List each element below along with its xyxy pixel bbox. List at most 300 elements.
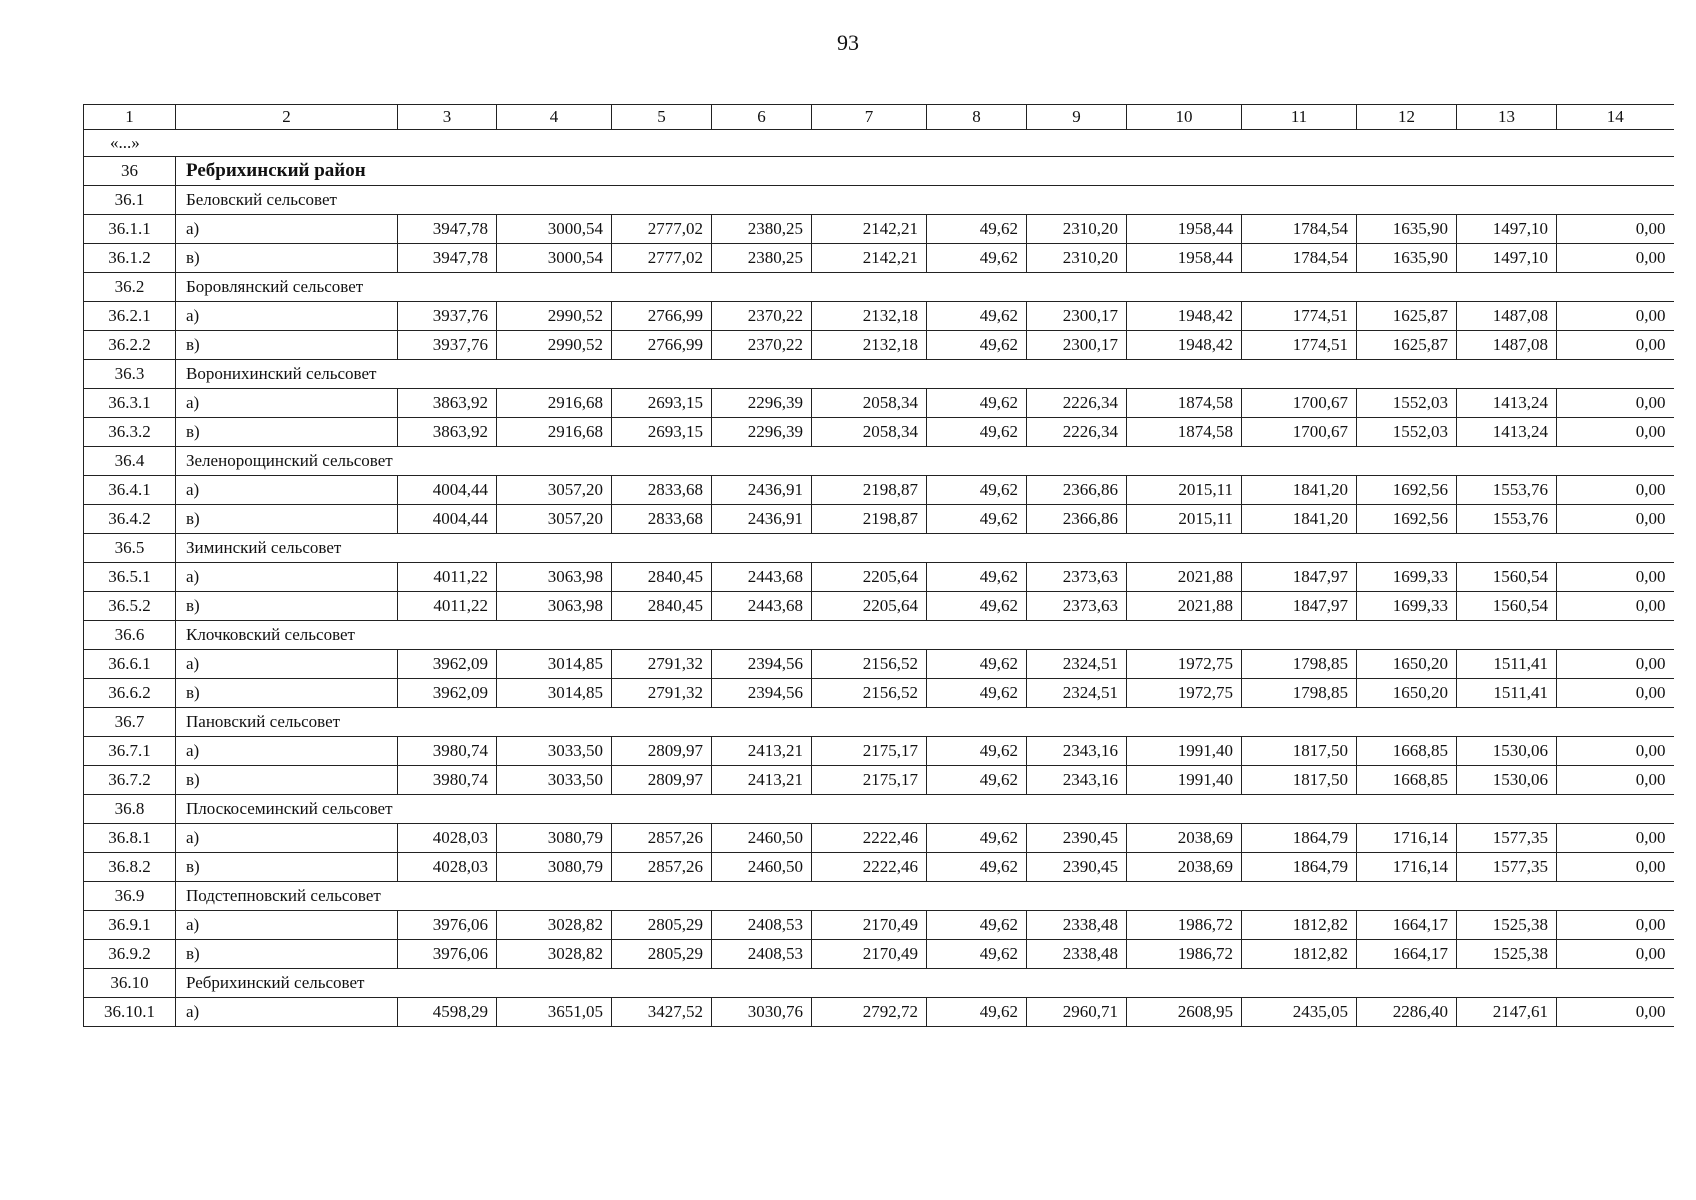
row-label: в): [176, 331, 398, 360]
table-row: [84, 563, 1674, 592]
section-code: 36.6: [84, 621, 176, 650]
table-row: [84, 505, 1674, 534]
value-cell: 3028,82: [497, 940, 612, 969]
section-code: 36.10: [84, 969, 176, 998]
value-cell: 49,62: [927, 476, 1027, 505]
value-cell: 2142,21: [812, 215, 927, 244]
value-cell: 0,00: [1557, 998, 1674, 1027]
value-cell: 2394,56: [712, 650, 812, 679]
value-cell: 2373,63: [1027, 592, 1127, 621]
value-cell: 1948,42: [1127, 302, 1242, 331]
row-code: 36.2.1: [84, 302, 176, 331]
row-label: а): [176, 737, 398, 766]
section-row: [84, 273, 1674, 302]
value-cell: 2286,40: [1357, 998, 1457, 1027]
column-header: 10: [1127, 105, 1242, 130]
value-cell: 1552,03: [1357, 389, 1457, 418]
district-name: Ребрихинский район: [176, 157, 1674, 186]
value-cell: 49,62: [927, 766, 1027, 795]
value-cell: 1692,56: [1357, 505, 1457, 534]
row-label: а): [176, 998, 398, 1027]
value-cell: 2370,22: [712, 331, 812, 360]
row-label: в): [176, 853, 398, 882]
value-cell: 2693,15: [612, 389, 712, 418]
value-cell: 1812,82: [1242, 911, 1357, 940]
value-cell: 2443,68: [712, 592, 812, 621]
value-cell: 2460,50: [712, 853, 812, 882]
column-header: 7: [812, 105, 927, 130]
value-cell: 2443,68: [712, 563, 812, 592]
value-cell: 1668,85: [1357, 766, 1457, 795]
value-cell: 0,00: [1557, 737, 1674, 766]
value-cell: 1511,41: [1457, 650, 1557, 679]
value-cell: 2960,71: [1027, 998, 1127, 1027]
value-cell: 49,62: [927, 331, 1027, 360]
section-code: 36.5: [84, 534, 176, 563]
value-cell: 49,62: [927, 389, 1027, 418]
value-cell: 2142,21: [812, 244, 927, 273]
value-cell: 2156,52: [812, 650, 927, 679]
value-cell: 1700,67: [1242, 389, 1357, 418]
section-code: 36.1: [84, 186, 176, 215]
value-cell: 3937,76: [398, 331, 497, 360]
table-row: [84, 476, 1674, 505]
value-cell: 2038,69: [1127, 853, 1242, 882]
value-cell: 1817,50: [1242, 766, 1357, 795]
section-code: 36.3: [84, 360, 176, 389]
section-code: 36.8: [84, 795, 176, 824]
value-cell: 1864,79: [1242, 824, 1357, 853]
value-cell: 2300,17: [1027, 331, 1127, 360]
value-cell: 3980,74: [398, 766, 497, 795]
value-cell: 2198,87: [812, 505, 927, 534]
value-cell: 1530,06: [1457, 766, 1557, 795]
row-code: 36.7.1: [84, 737, 176, 766]
row-code: 36.10.1: [84, 998, 176, 1027]
section-name: Пановский сельсовет: [176, 708, 1674, 737]
table-row: [84, 766, 1674, 795]
section-row: [84, 360, 1674, 389]
value-cell: 3063,98: [497, 563, 612, 592]
value-cell: 1874,58: [1127, 389, 1242, 418]
value-cell: 1991,40: [1127, 737, 1242, 766]
value-cell: 1700,67: [1242, 418, 1357, 447]
row-label: в): [176, 766, 398, 795]
value-cell: 2147,61: [1457, 998, 1557, 1027]
value-cell: 1413,24: [1457, 418, 1557, 447]
value-cell: 1413,24: [1457, 389, 1557, 418]
value-cell: 2170,49: [812, 911, 927, 940]
value-cell: 2916,68: [497, 389, 612, 418]
value-cell: 1487,08: [1457, 331, 1557, 360]
value-cell: 1774,51: [1242, 302, 1357, 331]
value-cell: 2990,52: [497, 331, 612, 360]
value-cell: 1664,17: [1357, 940, 1457, 969]
row-code: 36.4.2: [84, 505, 176, 534]
value-cell: 1986,72: [1127, 911, 1242, 940]
section-code: 36.9: [84, 882, 176, 911]
value-cell: 1841,20: [1242, 505, 1357, 534]
table-row: [84, 911, 1674, 940]
value-cell: 2990,52: [497, 302, 612, 331]
value-cell: 2413,21: [712, 737, 812, 766]
value-cell: 2608,95: [1127, 998, 1242, 1027]
value-cell: 2156,52: [812, 679, 927, 708]
value-cell: 1972,75: [1127, 679, 1242, 708]
value-cell: 2436,91: [712, 505, 812, 534]
value-cell: 0,00: [1557, 244, 1674, 273]
value-cell: 4011,22: [398, 592, 497, 621]
value-cell: 1525,38: [1457, 940, 1557, 969]
value-cell: 2205,64: [812, 563, 927, 592]
value-cell: 0,00: [1557, 911, 1674, 940]
value-cell: 3000,54: [497, 244, 612, 273]
value-cell: 49,62: [927, 650, 1027, 679]
value-cell: 49,62: [927, 215, 1027, 244]
table-row: [84, 824, 1674, 853]
value-cell: 4598,29: [398, 998, 497, 1027]
value-cell: 0,00: [1557, 215, 1674, 244]
value-cell: 1864,79: [1242, 853, 1357, 882]
value-cell: 1692,56: [1357, 476, 1457, 505]
value-cell: 1958,44: [1127, 244, 1242, 273]
ellipsis-marker: «...»: [84, 130, 1674, 157]
value-cell: 2777,02: [612, 215, 712, 244]
value-cell: 3057,20: [497, 476, 612, 505]
value-cell: 2343,16: [1027, 766, 1127, 795]
row-label: а): [176, 389, 398, 418]
row-code: 36.9.2: [84, 940, 176, 969]
value-cell: 1817,50: [1242, 737, 1357, 766]
value-cell: 2805,29: [612, 911, 712, 940]
value-cell: 2380,25: [712, 244, 812, 273]
value-cell: 0,00: [1557, 563, 1674, 592]
value-cell: 1841,20: [1242, 476, 1357, 505]
value-cell: 1991,40: [1127, 766, 1242, 795]
value-cell: 2766,99: [612, 331, 712, 360]
value-cell: 1650,20: [1357, 650, 1457, 679]
value-cell: 1958,44: [1127, 215, 1242, 244]
value-cell: 1530,06: [1457, 737, 1557, 766]
value-cell: 2791,32: [612, 679, 712, 708]
column-header: 8: [927, 105, 1027, 130]
value-cell: 2324,51: [1027, 650, 1127, 679]
value-cell: 1552,03: [1357, 418, 1457, 447]
value-cell: 1553,76: [1457, 476, 1557, 505]
value-cell: 2916,68: [497, 418, 612, 447]
tariff-table: [83, 104, 1674, 1027]
section-name: Воронихинский сельсовет: [176, 360, 1674, 389]
value-cell: 2413,21: [712, 766, 812, 795]
value-cell: 0,00: [1557, 505, 1674, 534]
value-cell: 49,62: [927, 998, 1027, 1027]
value-cell: 2380,25: [712, 215, 812, 244]
value-cell: 0,00: [1557, 940, 1674, 969]
value-cell: 2175,17: [812, 766, 927, 795]
value-cell: 2343,16: [1027, 737, 1127, 766]
value-cell: 49,62: [927, 244, 1027, 273]
value-cell: 1784,54: [1242, 244, 1357, 273]
value-cell: 3030,76: [712, 998, 812, 1027]
value-cell: 2205,64: [812, 592, 927, 621]
value-cell: 1798,85: [1242, 679, 1357, 708]
value-cell: 2296,39: [712, 389, 812, 418]
section-name: Ребрихинский сельсовет: [176, 969, 1674, 998]
value-cell: 3863,92: [398, 418, 497, 447]
column-header: 3: [398, 105, 497, 130]
value-cell: 1625,87: [1357, 302, 1457, 331]
row-label: в): [176, 244, 398, 273]
section-name: Зиминский сельсовет: [176, 534, 1674, 563]
value-cell: 1699,33: [1357, 592, 1457, 621]
page-number: 93: [837, 30, 859, 55]
value-cell: 2058,34: [812, 418, 927, 447]
row-label: а): [176, 824, 398, 853]
value-cell: 3962,09: [398, 679, 497, 708]
value-cell: 1716,14: [1357, 824, 1457, 853]
value-cell: 3947,78: [398, 244, 497, 273]
section-name: Плоскосеминский сельсовет: [176, 795, 1674, 824]
value-cell: 3033,50: [497, 766, 612, 795]
row-code: 36.4.1: [84, 476, 176, 505]
value-cell: 2370,22: [712, 302, 812, 331]
value-cell: 2833,68: [612, 476, 712, 505]
column-header: 14: [1557, 105, 1674, 130]
row-label: в): [176, 505, 398, 534]
value-cell: 1497,10: [1457, 215, 1557, 244]
table-row: [84, 418, 1674, 447]
value-cell: 2792,72: [812, 998, 927, 1027]
value-cell: 1560,54: [1457, 563, 1557, 592]
column-header: 1: [84, 105, 176, 130]
value-cell: 3976,06: [398, 911, 497, 940]
value-cell: 2338,48: [1027, 911, 1127, 940]
value-cell: 3080,79: [497, 853, 612, 882]
value-cell: 3980,74: [398, 737, 497, 766]
value-cell: 49,62: [927, 853, 1027, 882]
value-cell: 49,62: [927, 911, 1027, 940]
value-cell: 2310,20: [1027, 244, 1127, 273]
value-cell: 3962,09: [398, 650, 497, 679]
value-cell: 1847,97: [1242, 592, 1357, 621]
district-row: [84, 157, 1674, 186]
value-cell: 2809,97: [612, 766, 712, 795]
value-cell: 0,00: [1557, 679, 1674, 708]
value-cell: 49,62: [927, 505, 1027, 534]
value-cell: 1635,90: [1357, 244, 1457, 273]
column-header: 12: [1357, 105, 1457, 130]
value-cell: 3937,76: [398, 302, 497, 331]
value-cell: 1635,90: [1357, 215, 1457, 244]
value-cell: 2338,48: [1027, 940, 1127, 969]
row-label: в): [176, 418, 398, 447]
value-cell: 2766,99: [612, 302, 712, 331]
value-cell: 1784,54: [1242, 215, 1357, 244]
column-header: 4: [497, 105, 612, 130]
section-row: [84, 186, 1674, 215]
value-cell: 2296,39: [712, 418, 812, 447]
value-cell: 2310,20: [1027, 215, 1127, 244]
section-row: [84, 534, 1674, 563]
section-name: Клочковский сельсовет: [176, 621, 1674, 650]
row-label: а): [176, 215, 398, 244]
value-cell: 2390,45: [1027, 853, 1127, 882]
value-cell: 3651,05: [497, 998, 612, 1027]
value-cell: 1986,72: [1127, 940, 1242, 969]
value-cell: 3947,78: [398, 215, 497, 244]
value-cell: 2840,45: [612, 563, 712, 592]
row-code: 36.1.1: [84, 215, 176, 244]
value-cell: 1668,85: [1357, 737, 1457, 766]
value-cell: 49,62: [927, 563, 1027, 592]
value-cell: 49,62: [927, 824, 1027, 853]
value-cell: 0,00: [1557, 476, 1674, 505]
section-row: [84, 882, 1674, 911]
value-cell: 0,00: [1557, 766, 1674, 795]
row-code: 36.8.1: [84, 824, 176, 853]
row-label: в): [176, 940, 398, 969]
value-cell: 2226,34: [1027, 389, 1127, 418]
value-cell: 2132,18: [812, 331, 927, 360]
row-code: 36.3.2: [84, 418, 176, 447]
section-row: [84, 447, 1674, 476]
value-cell: 2300,17: [1027, 302, 1127, 331]
district-code: 36: [84, 157, 176, 186]
row-code: 36.1.2: [84, 244, 176, 273]
value-cell: 0,00: [1557, 650, 1674, 679]
column-header: 5: [612, 105, 712, 130]
value-cell: 1972,75: [1127, 650, 1242, 679]
value-cell: 0,00: [1557, 853, 1674, 882]
header-row: [84, 105, 1674, 130]
section-code: 36.7: [84, 708, 176, 737]
row-code: 36.7.2: [84, 766, 176, 795]
value-cell: 49,62: [927, 302, 1027, 331]
value-cell: 2394,56: [712, 679, 812, 708]
value-cell: 3033,50: [497, 737, 612, 766]
column-header: 2: [176, 105, 398, 130]
value-cell: 1577,35: [1457, 853, 1557, 882]
row-code: 36.6.2: [84, 679, 176, 708]
value-cell: 2809,97: [612, 737, 712, 766]
value-cell: 1511,41: [1457, 679, 1557, 708]
row-label: в): [176, 679, 398, 708]
column-header: 6: [712, 105, 812, 130]
row-label: а): [176, 650, 398, 679]
row-code: 36.8.2: [84, 853, 176, 882]
column-header: 11: [1242, 105, 1357, 130]
value-cell: 2435,05: [1242, 998, 1357, 1027]
value-cell: 2226,34: [1027, 418, 1127, 447]
section-code: 36.2: [84, 273, 176, 302]
value-cell: 2198,87: [812, 476, 927, 505]
value-cell: 2222,46: [812, 824, 927, 853]
value-cell: 1798,85: [1242, 650, 1357, 679]
table-row: [84, 998, 1674, 1027]
row-code: 36.2.2: [84, 331, 176, 360]
row-label: в): [176, 592, 398, 621]
table-row: [84, 650, 1674, 679]
row-code: 36.3.1: [84, 389, 176, 418]
ellipsis-row: [84, 130, 1674, 157]
row-label: а): [176, 476, 398, 505]
row-code: 36.5.2: [84, 592, 176, 621]
value-cell: 49,62: [927, 679, 1027, 708]
value-cell: 49,62: [927, 940, 1027, 969]
section-name: Боровлянский сельсовет: [176, 273, 1674, 302]
section-code: 36.4: [84, 447, 176, 476]
value-cell: 4011,22: [398, 563, 497, 592]
value-cell: 2390,45: [1027, 824, 1127, 853]
column-header: 13: [1457, 105, 1557, 130]
value-cell: 2021,88: [1127, 592, 1242, 621]
value-cell: 3028,82: [497, 911, 612, 940]
value-cell: 1699,33: [1357, 563, 1457, 592]
section-row: [84, 969, 1674, 998]
table-row: [84, 679, 1674, 708]
row-code: 36.9.1: [84, 911, 176, 940]
section-name: Подстепновский сельсовет: [176, 882, 1674, 911]
value-cell: 2170,49: [812, 940, 927, 969]
value-cell: 2324,51: [1027, 679, 1127, 708]
value-cell: 2373,63: [1027, 563, 1127, 592]
value-cell: 1625,87: [1357, 331, 1457, 360]
value-cell: 1560,54: [1457, 592, 1557, 621]
value-cell: 3976,06: [398, 940, 497, 969]
value-cell: 0,00: [1557, 592, 1674, 621]
value-cell: 0,00: [1557, 418, 1674, 447]
table-row: [84, 302, 1674, 331]
value-cell: 2857,26: [612, 824, 712, 853]
table-row: [84, 592, 1674, 621]
value-cell: 2132,18: [812, 302, 927, 331]
value-cell: 1553,76: [1457, 505, 1557, 534]
value-cell: 49,62: [927, 592, 1027, 621]
value-cell: 3014,85: [497, 679, 612, 708]
value-cell: 2436,91: [712, 476, 812, 505]
section-name: Зеленорощинский сельсовет: [176, 447, 1674, 476]
value-cell: 1847,97: [1242, 563, 1357, 592]
value-cell: 2460,50: [712, 824, 812, 853]
value-cell: 1874,58: [1127, 418, 1242, 447]
value-cell: 0,00: [1557, 302, 1674, 331]
value-cell: 2833,68: [612, 505, 712, 534]
value-cell: 49,62: [927, 737, 1027, 766]
value-cell: 1577,35: [1457, 824, 1557, 853]
value-cell: 2857,26: [612, 853, 712, 882]
value-cell: 2791,32: [612, 650, 712, 679]
value-cell: 3014,85: [497, 650, 612, 679]
value-cell: 3427,52: [612, 998, 712, 1027]
value-cell: 2175,17: [812, 737, 927, 766]
value-cell: 2015,11: [1127, 476, 1242, 505]
value-cell: 3057,20: [497, 505, 612, 534]
row-code: 36.5.1: [84, 563, 176, 592]
value-cell: 49,62: [927, 418, 1027, 447]
section-row: [84, 708, 1674, 737]
value-cell: 4004,44: [398, 505, 497, 534]
value-cell: 3000,54: [497, 215, 612, 244]
value-cell: 4028,03: [398, 824, 497, 853]
column-header: 9: [1027, 105, 1127, 130]
value-cell: 1664,17: [1357, 911, 1457, 940]
value-cell: 2777,02: [612, 244, 712, 273]
value-cell: 2840,45: [612, 592, 712, 621]
value-cell: 0,00: [1557, 389, 1674, 418]
table-row: [84, 215, 1674, 244]
table-row: [84, 940, 1674, 969]
table-row: [84, 853, 1674, 882]
